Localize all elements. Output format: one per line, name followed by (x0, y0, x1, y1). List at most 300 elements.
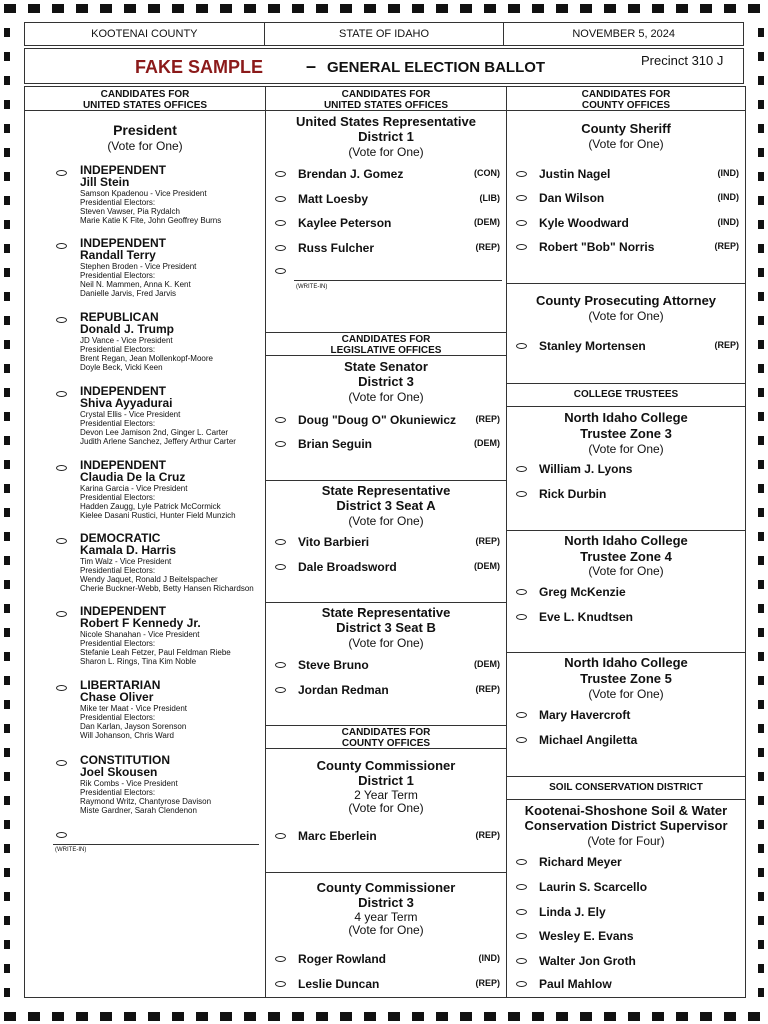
timing-mark (52, 4, 64, 13)
ballot-oval[interactable] (516, 958, 527, 964)
header-line: CANDIDATES FOR (341, 89, 431, 100)
timing-mark (268, 4, 280, 13)
timing-mark (244, 1012, 256, 1021)
candidate-name: Linda J. Ely (539, 905, 606, 919)
contest-title: Trustee Zone 3 (580, 426, 672, 441)
candidate-detail: Presidential Electors: (80, 419, 156, 428)
timing-mark (4, 772, 10, 781)
timing-mark (758, 964, 764, 973)
ballot-oval[interactable] (275, 687, 286, 693)
contest-title: North Idaho College (564, 410, 688, 425)
ballot-header (24, 22, 744, 46)
timing-mark (758, 892, 764, 901)
contest-title: State Senator (344, 359, 428, 374)
candidate-name: Michael Angiletta (539, 733, 638, 747)
divider (507, 283, 745, 284)
timing-mark (4, 844, 10, 853)
timing-mark (4, 148, 10, 157)
header-line: CANDIDATES FOR (341, 727, 431, 738)
candidate-block (80, 311, 263, 372)
header-line: CANDIDATES FOR (100, 89, 190, 100)
timing-mark (4, 436, 10, 445)
candidate-name: Jordan Redman (298, 683, 389, 697)
timing-mark (4, 988, 10, 997)
party-label: (IND) (717, 217, 739, 227)
candidate-name: Laurin S. Scarcello (539, 880, 648, 894)
candidate-detail: Wendy Jaquet, Ronald J Beitelspacher (80, 575, 218, 584)
contest-title: State Representative (321, 605, 451, 620)
contest-title: Trustee Zone 5 (580, 671, 672, 686)
candidate-detail: Neil N. Mammen, Anna K. Kent (80, 280, 191, 289)
timing-mark (532, 1012, 544, 1021)
party-label: REPUBLICAN (80, 310, 159, 324)
fake-sample-label: FAKE SAMPLE (135, 57, 264, 77)
timing-mark (4, 484, 10, 493)
candidate-block (80, 164, 263, 225)
timing-mark (758, 244, 764, 253)
timing-mark (758, 412, 764, 421)
ballot-oval[interactable] (275, 956, 286, 962)
candidate-name: Wesley E. Evans (539, 929, 634, 943)
timing-mark (4, 292, 10, 301)
divider (266, 602, 506, 603)
candidate-name: Greg McKenzie (539, 585, 626, 599)
contest-title: United States Representative (296, 114, 476, 129)
ballot-oval[interactable] (516, 614, 527, 620)
contest-title: Trustee Zone 4 (580, 549, 672, 564)
contest-title: District 3 (358, 374, 414, 389)
timing-mark (196, 1012, 208, 1021)
header-line: COUNTY OFFICES (341, 738, 431, 749)
timing-mark (4, 172, 10, 181)
timing-mark (508, 1012, 520, 1021)
timing-mark (652, 4, 664, 13)
ballot-oval[interactable] (56, 685, 67, 691)
contest-title: County Commissioner (316, 880, 456, 895)
timing-mark (220, 4, 232, 13)
candidate-name: Russ Fulcher (298, 241, 375, 255)
timing-mark (4, 652, 10, 661)
timing-mark (76, 4, 88, 13)
write-in-line[interactable] (294, 280, 502, 281)
timing-mark (4, 796, 10, 805)
candidate-name: Robert F Kennedy Jr. (80, 616, 201, 630)
timing-mark (758, 748, 764, 757)
header-line: COUNTY OFFICES (581, 100, 671, 111)
candidate-detail: Stephen Broden - Vice President (80, 262, 197, 271)
header-line: CANDIDATES FOR (341, 334, 431, 345)
candidate-name: Joel Skousen (80, 765, 158, 779)
timing-mark (758, 508, 764, 517)
ballot-oval[interactable] (275, 196, 286, 202)
candidate-name: Leslie Duncan (298, 977, 380, 991)
contest-title: State Representative (321, 483, 451, 498)
contest-title: County Commissioner (316, 758, 456, 773)
candidate-detail: Tim Walz - Vice President (80, 557, 172, 566)
ballot-oval[interactable] (516, 491, 527, 497)
timing-mark (604, 4, 616, 13)
candidate-name: Chase Oliver (80, 690, 154, 704)
candidate-detail: Presidential Electors: (80, 788, 156, 797)
timing-mark (758, 532, 764, 541)
timing-mark (4, 28, 10, 37)
candidate-detail: Rik Combs - Vice President (80, 779, 178, 788)
timing-mark (4, 196, 10, 205)
timing-mark (292, 4, 304, 13)
timing-mark (758, 124, 764, 133)
party-label: (REP) (714, 340, 739, 350)
ballot-oval[interactable] (275, 441, 286, 447)
timing-mark (292, 1012, 304, 1021)
candidate-name: Steve Bruno (298, 658, 369, 672)
candidate-detail: Judith Arlene Sanchez, Jeffery Arthur Carter (80, 437, 236, 446)
ballot-oval[interactable] (516, 933, 527, 939)
timing-mark (4, 868, 10, 877)
timing-mark (724, 4, 736, 13)
party-label: INDEPENDENT (80, 604, 167, 618)
timing-mark (4, 916, 10, 925)
candidate-detail: Devon Lee Jamison 2nd, Ginger L. Carter (80, 428, 229, 437)
vote-for: (Vote for One) (588, 442, 664, 456)
contest-title: Kootenai-Shoshone Soil & Water (524, 803, 728, 818)
party-label: (IND) (717, 168, 739, 178)
ballot-name: GENERAL ELECTION BALLOT (327, 59, 546, 76)
timing-mark (4, 628, 10, 637)
candidate-detail: JD Vance - Vice President (80, 336, 173, 345)
timing-mark (148, 4, 160, 13)
timing-mark (412, 1012, 424, 1021)
ballot-oval[interactable] (516, 589, 527, 595)
candidate-name: Marc Eberlein (298, 829, 377, 843)
timing-mark (758, 52, 764, 61)
section-header (266, 725, 506, 749)
timing-mark (4, 52, 10, 61)
ballot-oval[interactable] (516, 884, 527, 890)
timing-mark (4, 892, 10, 901)
contest-title: President (113, 122, 177, 138)
timing-mark (4, 100, 10, 109)
candidate-name: William J. Lyons (539, 462, 633, 476)
candidate-detail: Dan Karlan, Jayson Sorenson (80, 722, 187, 731)
timing-mark (220, 1012, 232, 1021)
write-in-label: (WRITE-IN) (55, 847, 87, 853)
timing-mark (4, 412, 10, 421)
timing-mark (4, 364, 10, 373)
election-date: NOVEMBER 5, 2024 (572, 28, 676, 40)
timing-mark (388, 4, 400, 13)
candidate-block (80, 754, 263, 815)
divider (507, 530, 745, 531)
party-label: (REP) (475, 830, 500, 840)
party-label: (REP) (475, 414, 500, 424)
candidate-name: Roger Rowland (298, 952, 387, 966)
ballot-oval[interactable] (516, 859, 527, 865)
timing-mark (758, 28, 764, 37)
ballot-oval[interactable] (275, 539, 286, 545)
timing-mark (758, 460, 764, 469)
vote-for: (Vote for One) (588, 137, 664, 151)
timing-mark (4, 700, 10, 709)
timing-mark (676, 1012, 688, 1021)
column-us-legislative-county (265, 86, 507, 998)
ballot-oval[interactable] (56, 391, 67, 397)
timing-mark (556, 1012, 568, 1021)
ballot-oval[interactable] (275, 833, 286, 839)
timing-mark (4, 4, 16, 13)
candidate-block (80, 385, 263, 446)
contest-title: North Idaho College (564, 655, 688, 670)
party-label: (DEM) (474, 659, 500, 669)
candidate-name: Jill Stein (80, 175, 130, 189)
write-in-oval[interactable] (275, 268, 286, 274)
state-label: STATE OF IDAHO (265, 23, 505, 45)
timing-mark (758, 388, 764, 397)
write-in-line[interactable] (53, 844, 259, 845)
timing-mark (484, 1012, 496, 1021)
ballot-oval[interactable] (56, 538, 67, 544)
ballot-oval[interactable] (56, 317, 67, 323)
divider (507, 652, 745, 653)
timing-mark (758, 772, 764, 781)
candidate-detail: Brent Regan, Jean Mollenkopf-Moore (80, 354, 213, 363)
timing-mark (4, 508, 10, 517)
timing-mark (758, 676, 764, 685)
timing-mark (604, 1012, 616, 1021)
timing-mark (4, 940, 10, 949)
candidate-name: Mary Havercroft (539, 708, 631, 722)
ballot-oval[interactable] (516, 171, 527, 177)
timing-mark (4, 748, 10, 757)
candidate-name: Justin Nagel (539, 167, 611, 181)
candidate-detail: Samson Kpadenou - Vice President (80, 189, 207, 198)
timing-mark (100, 1012, 112, 1021)
candidate-detail: Presidential Electors: (80, 639, 156, 648)
timing-mark (4, 724, 10, 733)
timing-mark (52, 1012, 64, 1021)
candidate-name: Walter Jon Groth (539, 954, 636, 968)
timing-mark (758, 628, 764, 637)
timing-mark (124, 4, 136, 13)
party-label: INDEPENDENT (80, 236, 167, 250)
section-header: COLLEGE TRUSTEES (507, 383, 745, 407)
timing-mark (758, 364, 764, 373)
term-label: 2 Year Term (354, 788, 418, 802)
party-label: (IND) (717, 192, 739, 202)
candidate-name: Robert "Bob" Norris (539, 240, 655, 254)
timing-mark (724, 1012, 736, 1021)
column-us-offices (24, 86, 266, 998)
timing-mark (758, 820, 764, 829)
candidate-name: Rick Durbin (539, 487, 607, 501)
timing-mark (4, 388, 10, 397)
ballot-oval[interactable] (275, 171, 286, 177)
contest-title: North Idaho College (564, 533, 688, 548)
timing-mark (460, 1012, 472, 1021)
candidate-name: Kamala D. Harris (80, 543, 177, 557)
timing-mark (628, 1012, 640, 1021)
timing-mark (436, 4, 448, 13)
timing-mark (758, 292, 764, 301)
timing-mark (412, 4, 424, 13)
column-header (507, 87, 745, 111)
candidate-detail: Crystal Ellis - Vice President (80, 410, 181, 419)
candidate-name: Eve L. Knudtsen (539, 610, 634, 624)
ballot-oval[interactable] (275, 981, 286, 987)
candidate-name: Claudia De la Cruz (80, 470, 186, 484)
vote-for: (Vote for One) (348, 390, 424, 404)
timing-mark (748, 1012, 760, 1021)
timing-mark (748, 4, 760, 13)
timing-mark (244, 4, 256, 13)
ballot-oval[interactable] (275, 220, 286, 226)
vote-for: (Vote for One) (348, 923, 424, 937)
timing-mark (580, 1012, 592, 1021)
timing-mark (460, 4, 472, 13)
candidate-detail: Will Johanson, Chris Ward (80, 731, 174, 740)
party-label: (DEM) (474, 438, 500, 448)
section-header: SOIL CONSERVATION DISTRICT (507, 776, 745, 800)
candidate-name: Randall Terry (80, 248, 156, 262)
ballot-oval[interactable] (516, 343, 527, 349)
ballot-oval[interactable] (516, 220, 527, 226)
ballot-oval[interactable] (56, 465, 67, 471)
party-label: (CON) (474, 168, 500, 178)
timing-mark (4, 556, 10, 565)
ballot-oval[interactable] (56, 243, 67, 249)
ballot-oval[interactable] (56, 170, 67, 176)
party-label: (REP) (475, 978, 500, 988)
party-label: (REP) (475, 684, 500, 694)
precinct-label: Precinct 310 J (641, 53, 724, 68)
candidate-detail: Marie Katie K Fite, John Geoffrey Burns (80, 216, 222, 225)
candidate-detail: Cherie Buckner-Webb, Betty Hansen Richardson (80, 584, 254, 593)
timing-mark (4, 220, 10, 229)
ballot-oval[interactable] (275, 662, 286, 668)
candidate-name: Matt Loesby (298, 192, 369, 206)
party-label: CONSTITUTION (80, 753, 170, 767)
party-label: (REP) (475, 242, 500, 252)
candidate-detail: Kielee Dasani Rustici, Hunter Field Munzich (80, 511, 236, 520)
vote-for: (Vote for Four) (587, 834, 665, 848)
write-in-oval[interactable] (56, 832, 67, 838)
party-label: DEMOCRATIC (80, 531, 161, 545)
contest-title: District 3 Seat A (336, 498, 436, 513)
timing-mark (4, 76, 10, 85)
timing-mark (124, 1012, 136, 1021)
timing-mark (758, 604, 764, 613)
candidate-detail: Steven Vawser, Pia Rydalch (80, 207, 180, 216)
section-header (266, 332, 506, 356)
candidate-name: Kyle Woodward (539, 216, 629, 230)
timing-mark (758, 484, 764, 493)
timing-mark (556, 4, 568, 13)
timing-mark (758, 988, 764, 997)
candidate-name: Brian Seguin (298, 437, 373, 451)
ballot-oval[interactable] (516, 712, 527, 718)
timing-mark (316, 4, 328, 13)
timing-mark (316, 1012, 328, 1021)
timing-mark (758, 436, 764, 445)
timing-mark (76, 1012, 88, 1021)
vote-for: (Vote for One) (588, 564, 664, 578)
candidate-name: Dan Wilson (539, 191, 605, 205)
vote-for: (Vote for One) (107, 139, 183, 153)
term-label: 4 year Term (354, 910, 418, 924)
contest-title: Conservation District Supervisor (524, 818, 728, 833)
candidate-detail: Miste Gardner, Sarah Clendenon (80, 806, 197, 815)
ballot-oval[interactable] (275, 564, 286, 570)
party-label: INDEPENDENT (80, 384, 167, 398)
timing-mark (364, 1012, 376, 1021)
timing-mark (758, 556, 764, 565)
timing-mark (758, 652, 764, 661)
timing-mark (758, 220, 764, 229)
contest-title: District 3 Seat B (336, 620, 436, 635)
timing-mark (758, 796, 764, 805)
timing-mark (652, 1012, 664, 1021)
ballot-oval[interactable] (56, 611, 67, 617)
timing-mark (28, 4, 40, 13)
candidate-detail: Nicole Shanahan - Vice President (80, 630, 200, 639)
candidate-detail: Raymond Writz, Chantyrose Davison (80, 797, 212, 806)
ballot-oval[interactable] (275, 245, 286, 251)
contest-title: District 1 (358, 773, 414, 788)
timing-mark (758, 76, 764, 85)
timing-mark (340, 1012, 352, 1021)
ballot-oval[interactable] (516, 909, 527, 915)
vote-for: (Vote for One) (348, 514, 424, 528)
timing-mark (148, 1012, 160, 1021)
candidate-name: Richard Meyer (539, 855, 622, 869)
vote-for: (Vote for One) (588, 309, 664, 323)
party-label: (DEM) (474, 217, 500, 227)
ballot-oval[interactable] (275, 417, 286, 423)
contest-title: County Prosecuting Attorney (535, 293, 717, 308)
candidate-detail: Stefanie Leah Fetzer, Paul Feldman Riebe (80, 648, 231, 657)
contest-title: District 3 (358, 895, 414, 910)
county-label: KOOTENAI COUNTY (25, 23, 265, 45)
ballot-oval[interactable] (516, 195, 527, 201)
timing-mark (4, 268, 10, 277)
timing-mark (4, 532, 10, 541)
timing-mark (700, 4, 712, 13)
timing-mark (436, 1012, 448, 1021)
divider (266, 872, 506, 873)
party-label: (LIB) (479, 193, 500, 203)
candidate-block (80, 459, 263, 520)
candidate-name: Stanley Mortensen (539, 339, 646, 353)
timing-mark (508, 4, 520, 13)
column-county-college-soil (506, 86, 746, 998)
timing-mark (4, 580, 10, 589)
candidate-detail: Presidential Electors: (80, 198, 156, 207)
candidate-block (80, 679, 263, 740)
contest-title: County Sheriff (581, 121, 671, 136)
timing-mark (4, 964, 10, 973)
ballot-oval[interactable] (516, 244, 527, 250)
candidate-name: Doug "Doug O" Okuniewicz (298, 413, 457, 427)
timing-mark (4, 460, 10, 469)
timing-mark (268, 1012, 280, 1021)
ballot-oval[interactable] (516, 737, 527, 743)
timing-mark (172, 1012, 184, 1021)
ballot-oval[interactable] (516, 466, 527, 472)
ballot-oval[interactable] (56, 760, 67, 766)
timing-mark (758, 940, 764, 949)
candidate-block (80, 605, 263, 666)
ballot-oval[interactable] (516, 981, 527, 987)
header-line: CANDIDATES FOR (581, 89, 671, 100)
